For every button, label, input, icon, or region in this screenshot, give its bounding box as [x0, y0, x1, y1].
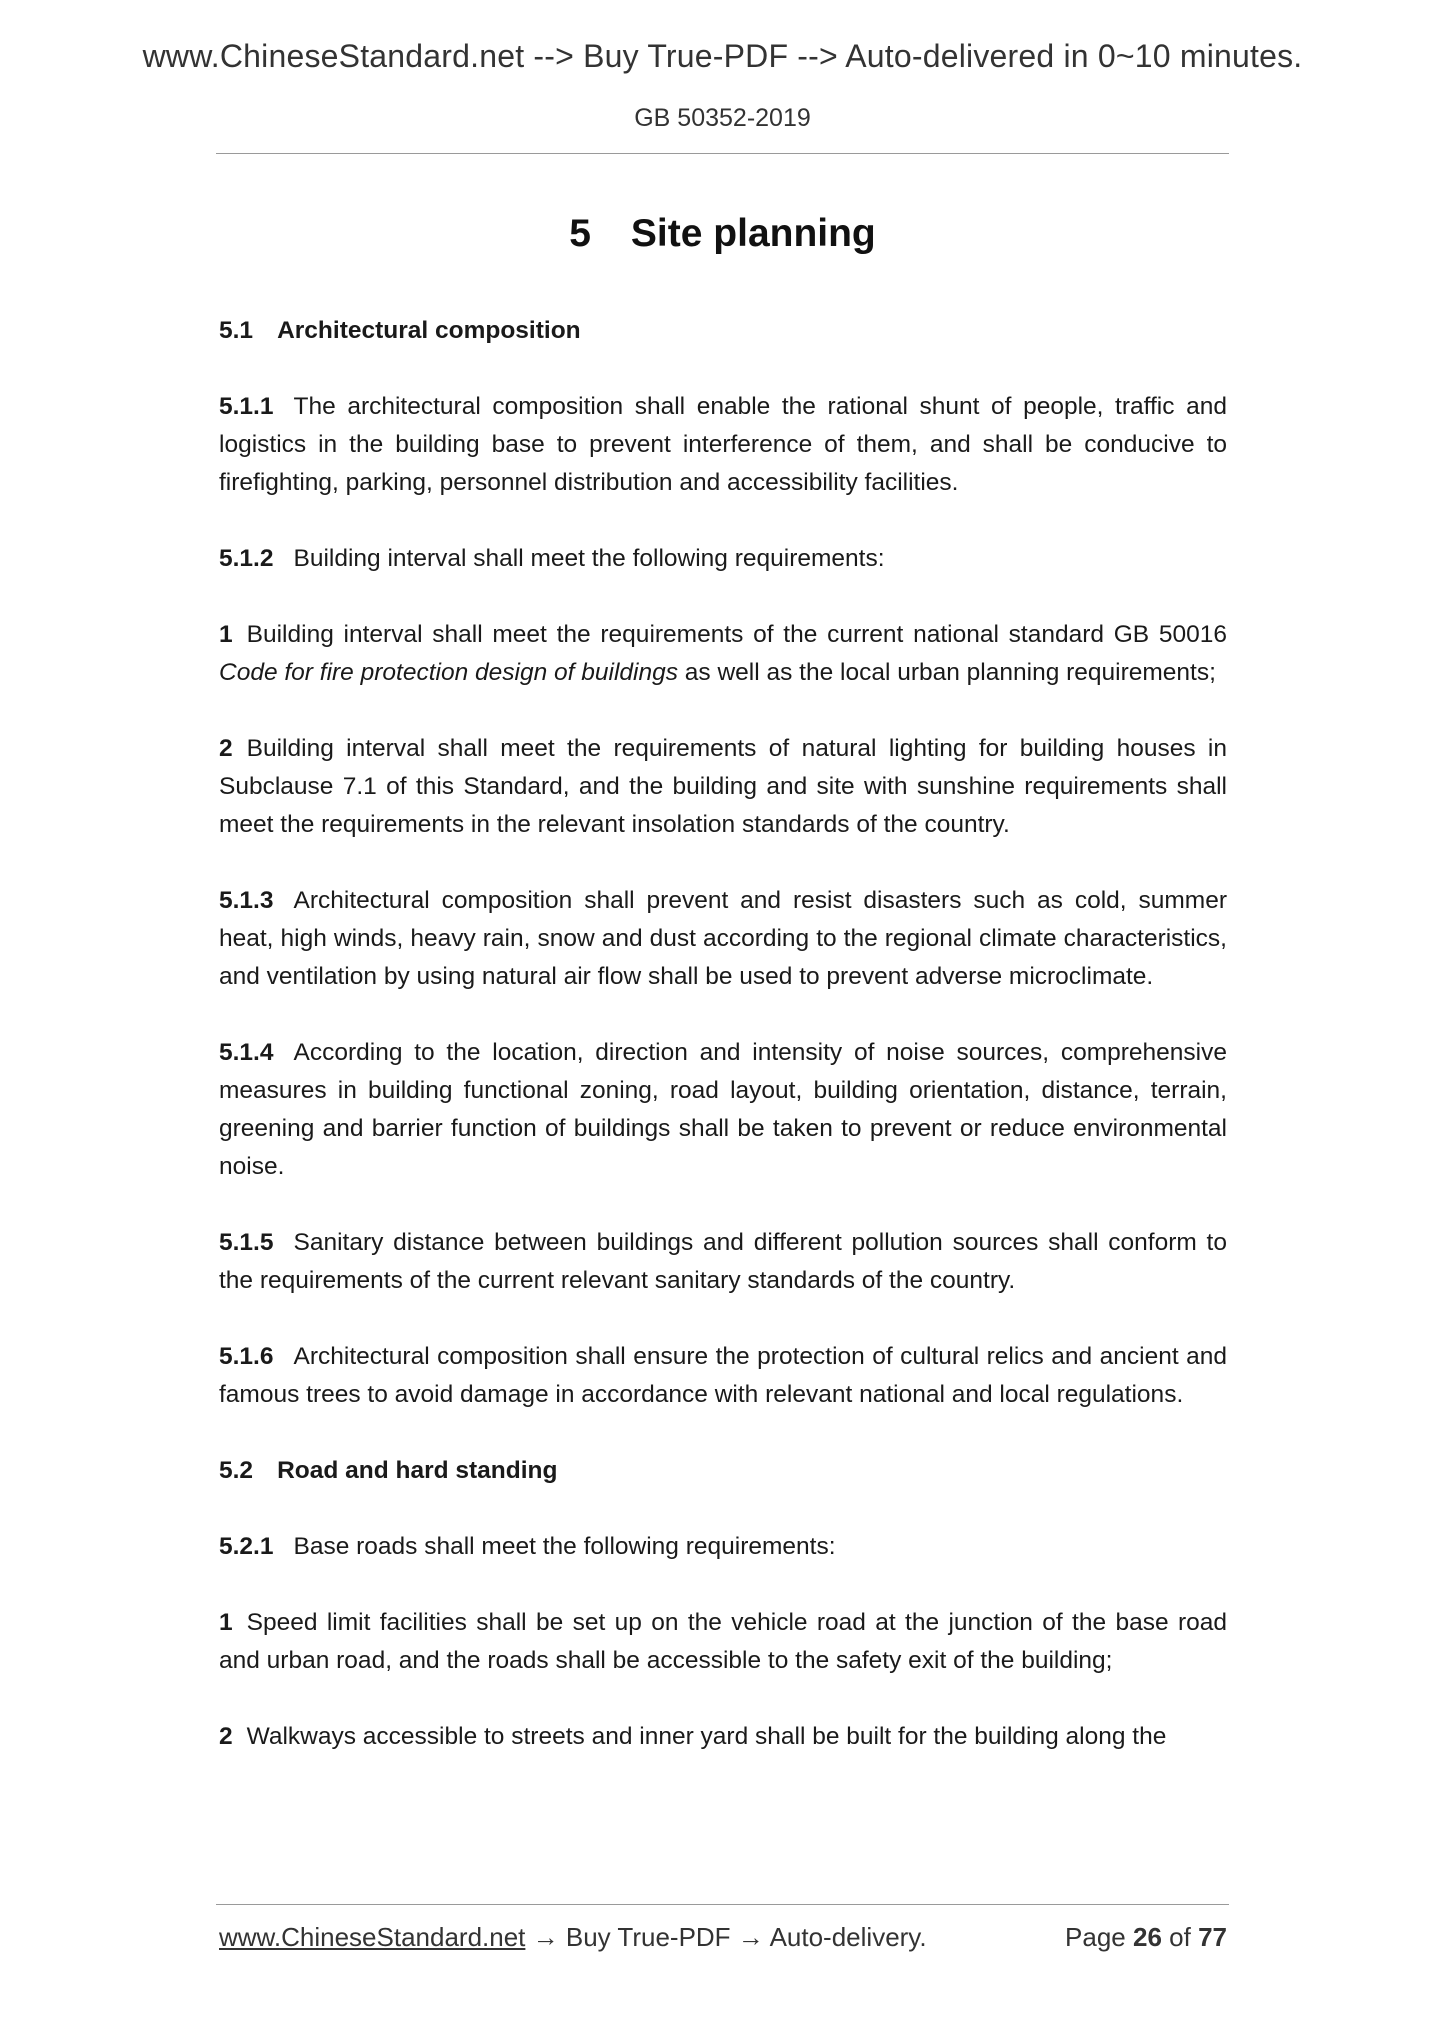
clause-text: Base roads shall meet the following requirements: — [293, 1533, 836, 1560]
clause-number: 5.1.4 — [219, 1039, 274, 1066]
footer-site-link[interactable]: www.ChineseStandard.net — [219, 1922, 526, 1952]
item-number: 2 — [219, 1723, 233, 1750]
standard-number: GB 50352-2019 — [634, 104, 811, 132]
item-text: Building interval shall meet the requirements of natural lighting for building houses in Subclause 7.1 of this Standard, and the building and site with sunshine requirements shall meet the requirements in the relevant insolation standards of the country. — [219, 735, 1227, 838]
section-number: 5.2 — [219, 1457, 254, 1484]
chapter-heading — [0, 212, 1445, 256]
clause-number: 5.1.2 — [219, 545, 274, 572]
clause-number: 5.1.6 — [219, 1343, 274, 1370]
clause-number: 5.2.1 — [219, 1533, 274, 1560]
top-banner: www.ChineseStandard.net --> Buy True-PDF --> Auto-delivered in 0~10 minutes. — [142, 38, 1303, 74]
section-title: Road and hard standing — [277, 1457, 558, 1484]
clause-text: Sanitary distance between buildings and different pollution sources shall conform to the requirements of the current relevant sanitary standards of the country. — [219, 1229, 1227, 1294]
header-divider — [216, 153, 1229, 154]
page-label: Page — [1065, 1922, 1126, 1952]
item-text: Speed limit facilities shall be set up on the vehicle road at the junction of the base road and urban road, and the roads shall be accessible to the safety exit of the building; — [219, 1609, 1227, 1674]
section-number: 5.1 — [219, 317, 254, 344]
section-heading-5-1 — [219, 312, 1227, 350]
clause-number: 5.1.5 — [219, 1229, 274, 1256]
page-indicator — [1065, 1922, 1227, 1953]
clause-5-2-1-item-1 — [219, 1604, 1227, 1680]
page-number: 26 — [1133, 1922, 1162, 1952]
clause-text: Building interval shall meet the following requirements: — [293, 545, 885, 572]
clause-5-1-2 — [219, 540, 1227, 578]
item-number: 1 — [219, 621, 233, 648]
document-body — [219, 312, 1227, 1756]
clause-text: Architectural composition shall ensure the protection of cultural relics and ancient and famous trees to avoid damage in accordance with relevant national and local regulations. — [219, 1343, 1227, 1408]
item-text: Walkways accessible to streets and inner yard shall be built for the building along the — [246, 1723, 1167, 1750]
footer-text: → Buy True-PDF → Auto-delivery. — [525, 1922, 927, 1952]
item-number: 1 — [219, 1609, 233, 1636]
item-text-after: as well as the local urban planning requirements; — [677, 659, 1216, 686]
total-pages: 77 — [1198, 1922, 1227, 1952]
clause-5-1-2-item-2 — [219, 730, 1227, 844]
of-label: of — [1169, 1922, 1191, 1952]
clause-text: The architectural composition shall enable the rational shunt of people, traffic and logistics in the building base to prevent interference of them, and shall be conducive to firefighting, parking, personnel distribution and accessibility facilities. — [219, 393, 1227, 496]
clause-5-1-1 — [219, 388, 1227, 502]
footer-divider — [216, 1904, 1229, 1905]
item-text-before: Building interval shall meet the requirements of the current national standard GB 50016 — [246, 621, 1227, 648]
chapter-number: 5 — [569, 212, 591, 255]
clause-number: 5.1.3 — [219, 887, 274, 914]
clause-5-1-3 — [219, 882, 1227, 996]
clause-number: 5.1.1 — [219, 393, 274, 420]
page-footer — [219, 1922, 1227, 1953]
section-title: Architectural composition — [277, 317, 581, 344]
clause-5-1-4 — [219, 1034, 1227, 1186]
clause-text: Architectural composition shall prevent and resist disasters such as cold, summer heat, high winds, heavy rain, snow and dust according to the regional climate characteristics, and ventilation by using natural air flow shall be used to prevent adverse microclimate. — [219, 887, 1227, 990]
clause-5-1-6 — [219, 1338, 1227, 1414]
clause-text: According to the location, direction and intensity of noise sources, comprehensive measures in building functional zoning, road layout, building orientation, distance, terrain, greening and barrier function of buildings shall be taken to prevent or reduce environmental noise. — [219, 1039, 1227, 1180]
clause-5-2-1-item-2 — [219, 1718, 1227, 1756]
clause-5-1-5 — [219, 1224, 1227, 1300]
section-heading-5-2 — [219, 1452, 1227, 1490]
clause-5-2-1 — [219, 1528, 1227, 1566]
item-number: 2 — [219, 735, 233, 762]
chapter-title: Site planning — [630, 212, 876, 255]
item-text-italic: Code for fire protection design of buildings — [219, 659, 678, 686]
clause-5-1-2-item-1 — [219, 616, 1227, 692]
